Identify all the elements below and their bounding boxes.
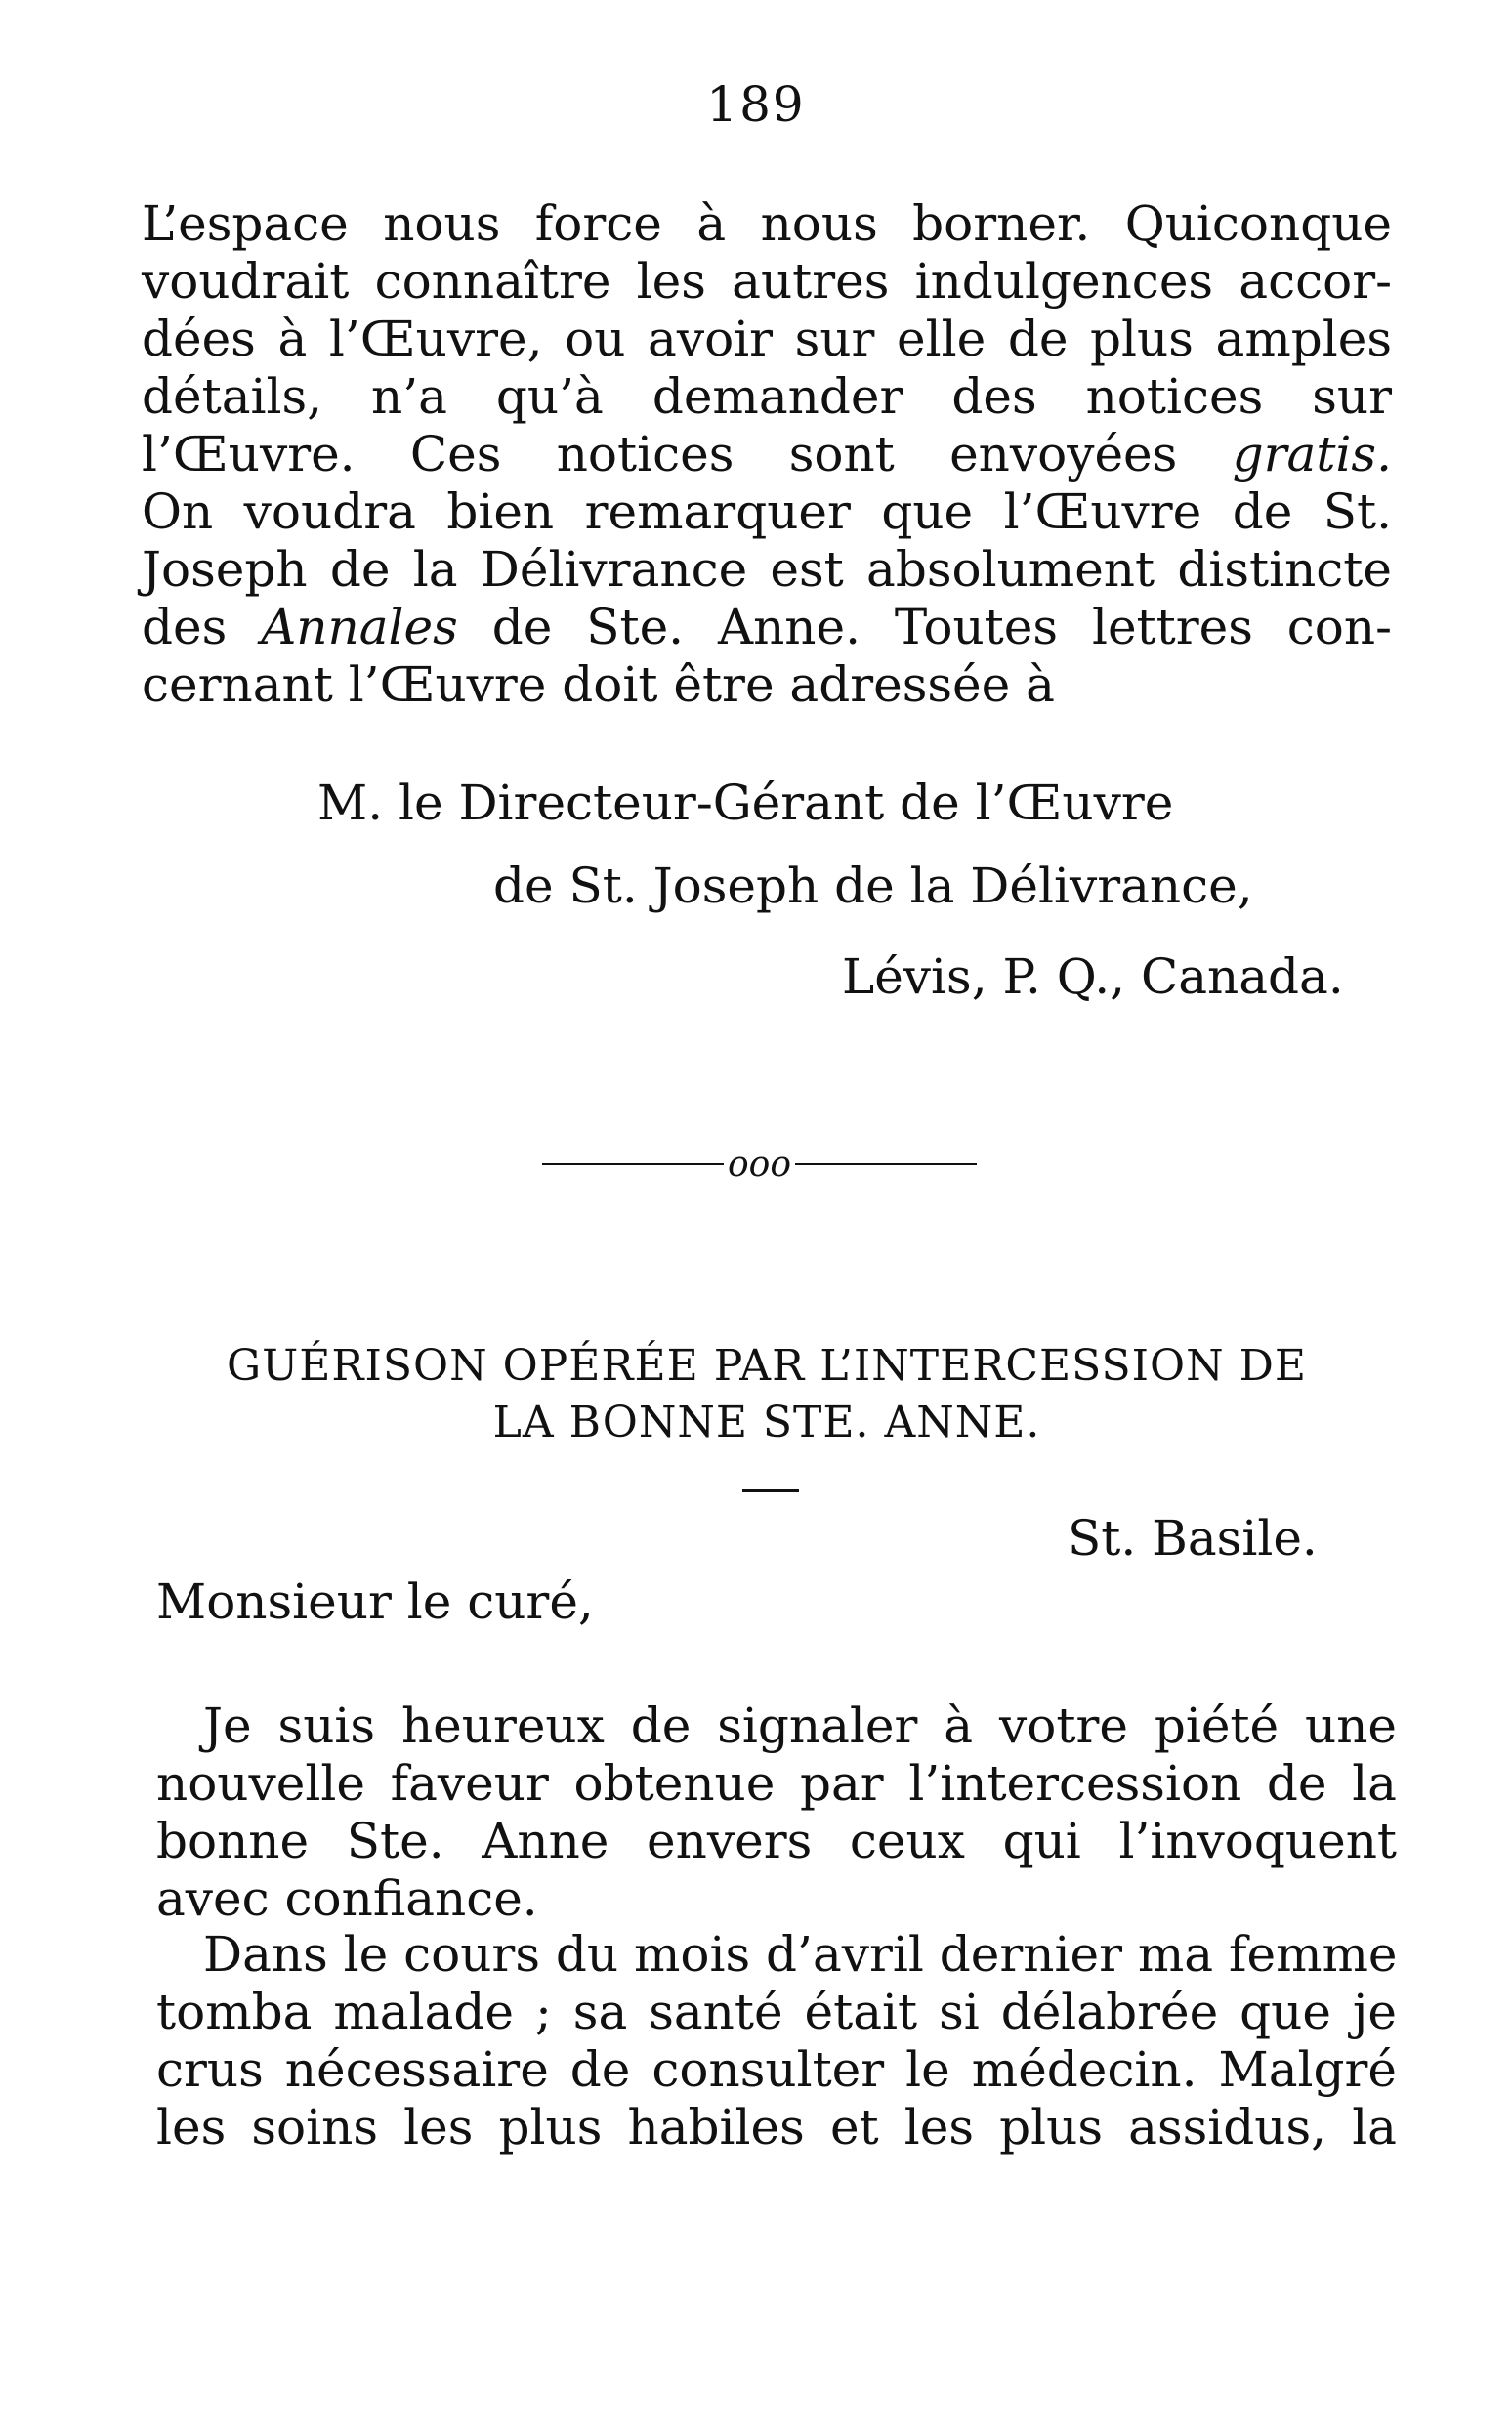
text-segment: de Ste. Anne. Toutes lettres con-	[491, 599, 1392, 655]
text-line: bonne Ste. Anne envers ceux qui l’invoquent	[156, 1813, 1397, 1869]
text-line	[142, 426, 1392, 483]
text-line: nouvelle faveur obtenue par l’intercession de la	[156, 1755, 1397, 1812]
letter-place: St. Basile.	[1068, 1510, 1318, 1567]
text-segment: l’Œuvre. Ces notices sont envoyées	[142, 426, 1178, 482]
text-line: détails, n’a qu’à demander des notices sur	[142, 368, 1392, 425]
text-line: avec confiance.	[156, 1870, 538, 1927]
text-line: Je suis heureux de signaler à votre piété une	[203, 1697, 1397, 1754]
page-number: 189	[706, 76, 806, 133]
heading-dash	[742, 1489, 799, 1492]
heading-line-1: GUÉRISON OPÉRÉE PAR L’INTERCESSION DE	[227, 1341, 1307, 1391]
text-segment: des	[142, 599, 228, 655]
text-line: crus nécessaire de consulter le médecin. Malgré	[156, 2041, 1397, 2098]
text-line: cernant l’Œuvre doit être adressée à	[142, 656, 1055, 713]
text-line: Dans le cours du mois d’avril dernier ma femme	[203, 1926, 1398, 1983]
text-line: les soins les plus habiles et les plus assidus, la	[156, 2099, 1397, 2156]
text-line: On voudra bien remarquer que l’Œuvre de St.	[142, 483, 1392, 540]
separator-rule-left	[542, 1163, 724, 1165]
separator-rule-right	[795, 1163, 977, 1165]
italic-annales: Annales	[261, 599, 458, 655]
text-line	[142, 599, 1392, 656]
separator-ornament: ooo	[727, 1144, 792, 1185]
text-line: dées à l’Œuvre, ou avoir sur elle de plus amples	[142, 311, 1392, 367]
address-line-2: de St. Joseph de la Délivrance,	[493, 858, 1253, 914]
text-line: voudrait connaître les autres indulgences accor-	[142, 253, 1392, 310]
address-line-3: Lévis, P. Q., Canada.	[842, 948, 1344, 1005]
text-line: L’espace nous force à nous borner. Quiconque	[142, 195, 1392, 252]
italic-gratis: gratis.	[1232, 426, 1392, 482]
letter-paragraph-2	[156, 1926, 1397, 2157]
notice-paragraph	[142, 195, 1392, 714]
letter-paragraph-1	[156, 1697, 1397, 1928]
text-line: tomba malade ; sa santé était si délabrée que je	[156, 1984, 1397, 2040]
heading-line-2: LA BONNE STE. ANNE.	[492, 1398, 1041, 1447]
letter-salutation: Monsieur le curé,	[156, 1573, 594, 1630]
article-heading	[142, 1338, 1392, 1451]
text-line: Joseph de la Délivrance est absolument distincte	[142, 541, 1392, 598]
address-line-1: M. le Directeur-Gérant de l’Œuvre	[317, 775, 1174, 831]
section-separator	[542, 1145, 977, 1184]
